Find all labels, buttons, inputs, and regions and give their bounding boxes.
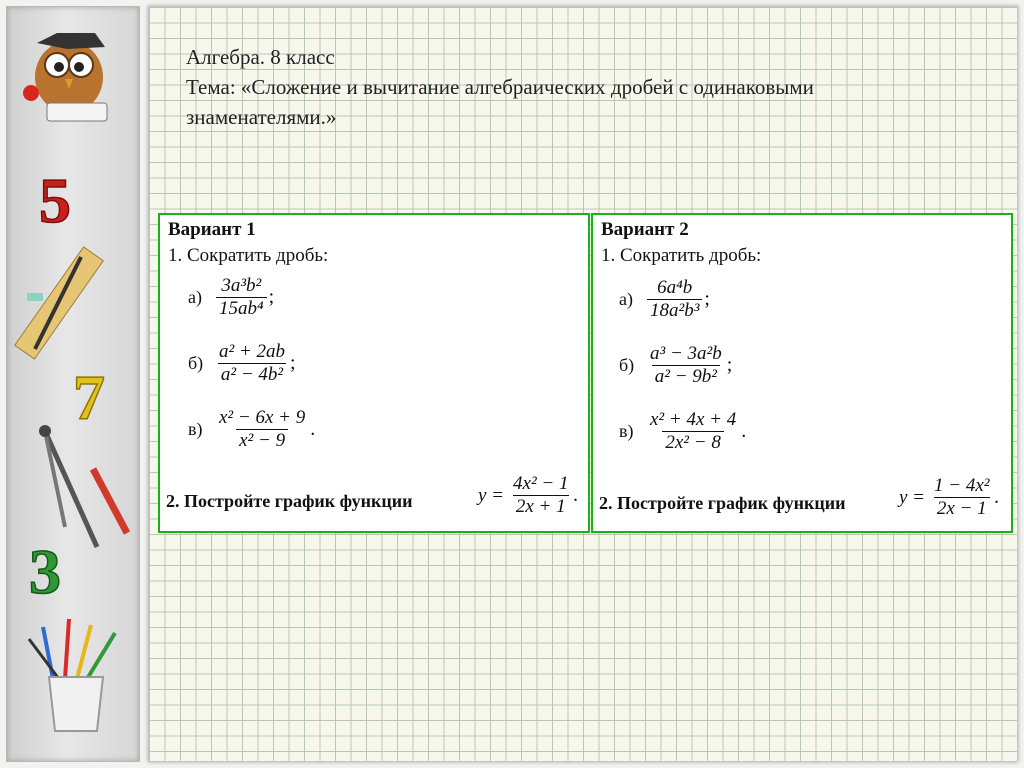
numerator: a² + 2ab bbox=[219, 341, 286, 362]
variant-2-box bbox=[591, 213, 1013, 533]
numerator: 1 − 4x² bbox=[934, 475, 990, 496]
punctuation: . bbox=[994, 486, 1000, 508]
function-lhs: y = bbox=[478, 484, 505, 506]
fraction bbox=[647, 409, 739, 454]
item-label: а) bbox=[188, 287, 202, 307]
punctuation: ; bbox=[268, 286, 275, 308]
slide-header bbox=[186, 42, 976, 132]
compass-icon bbox=[39, 425, 127, 547]
item-label: а) bbox=[619, 289, 633, 309]
item-label: б) bbox=[619, 355, 635, 375]
punctuation: ; bbox=[704, 288, 710, 310]
fraction-item-b bbox=[188, 341, 296, 386]
numerator: x² − 6x + 9 bbox=[219, 407, 306, 428]
punctuation: . bbox=[573, 484, 579, 506]
fraction bbox=[510, 473, 571, 518]
denominator: 2x + 1 bbox=[513, 495, 569, 518]
denominator: x² − 9 bbox=[236, 429, 288, 452]
fraction-item-a bbox=[619, 277, 710, 322]
fraction bbox=[931, 475, 992, 520]
owl-teacher-icon bbox=[23, 33, 107, 121]
fraction bbox=[216, 341, 288, 386]
variant-title: Вариант 1 bbox=[168, 219, 256, 240]
denominator: a² − 4b² bbox=[218, 363, 286, 386]
pencil-cup-icon bbox=[29, 619, 115, 731]
topic-line-1: Тема: «Сложение и вычитание алгебраических дробей с одинаковыми bbox=[186, 75, 814, 99]
numerator: 4x² − 1 bbox=[513, 473, 569, 494]
denominator: 2x − 1 bbox=[934, 497, 990, 520]
function-formula bbox=[899, 475, 999, 520]
fraction-item-c bbox=[188, 407, 315, 452]
sidebar-art bbox=[7, 7, 139, 761]
item-label: в) bbox=[619, 421, 634, 441]
number-7-decoration: 7 bbox=[73, 362, 105, 433]
fraction bbox=[647, 277, 702, 322]
number-5-decoration: 5 bbox=[39, 165, 71, 236]
task-2-label: 2. Постройте график функции bbox=[599, 493, 846, 513]
numerator: a³ − 3a²b bbox=[650, 343, 722, 364]
fraction bbox=[216, 407, 308, 452]
punctuation: ; bbox=[726, 354, 733, 376]
sidebar-panel bbox=[6, 6, 140, 762]
numerator: x² + 4x + 4 bbox=[650, 409, 737, 430]
denominator: a² − 9b² bbox=[652, 365, 720, 388]
fraction-item-a bbox=[188, 275, 274, 320]
denominator: 18a²b³ bbox=[647, 299, 702, 322]
pencil-ruler-icon bbox=[15, 247, 103, 359]
topic-line-2: знаменателями.» bbox=[186, 105, 337, 129]
task-2-label: 2. Постройте график функции bbox=[166, 491, 413, 511]
number-3-decoration: 3 bbox=[29, 536, 61, 607]
fraction bbox=[647, 343, 725, 388]
function-lhs: y = bbox=[899, 486, 926, 508]
numerator: 6a⁴b bbox=[657, 277, 693, 298]
variant-title: Вариант 2 bbox=[601, 219, 689, 240]
denominator: 15ab⁴ bbox=[216, 297, 267, 320]
function-formula bbox=[478, 473, 578, 518]
fraction bbox=[216, 275, 267, 320]
item-label: б) bbox=[188, 353, 204, 373]
task-1-label: 1. Сократить дробь: bbox=[601, 245, 762, 266]
variant-1-box bbox=[158, 213, 590, 533]
item-label: в) bbox=[188, 419, 203, 439]
numerator: 3a³b² bbox=[221, 275, 262, 296]
punctuation: . bbox=[741, 420, 747, 442]
task-1-label: 1. Сократить дробь: bbox=[168, 245, 329, 266]
punctuation: ; bbox=[290, 352, 296, 374]
fraction-item-b bbox=[619, 343, 732, 388]
punctuation: . bbox=[310, 418, 316, 440]
subject-line: Алгебра. 8 класс bbox=[186, 45, 335, 69]
fraction-item-c bbox=[619, 409, 746, 454]
denominator: 2x² − 8 bbox=[662, 431, 723, 454]
